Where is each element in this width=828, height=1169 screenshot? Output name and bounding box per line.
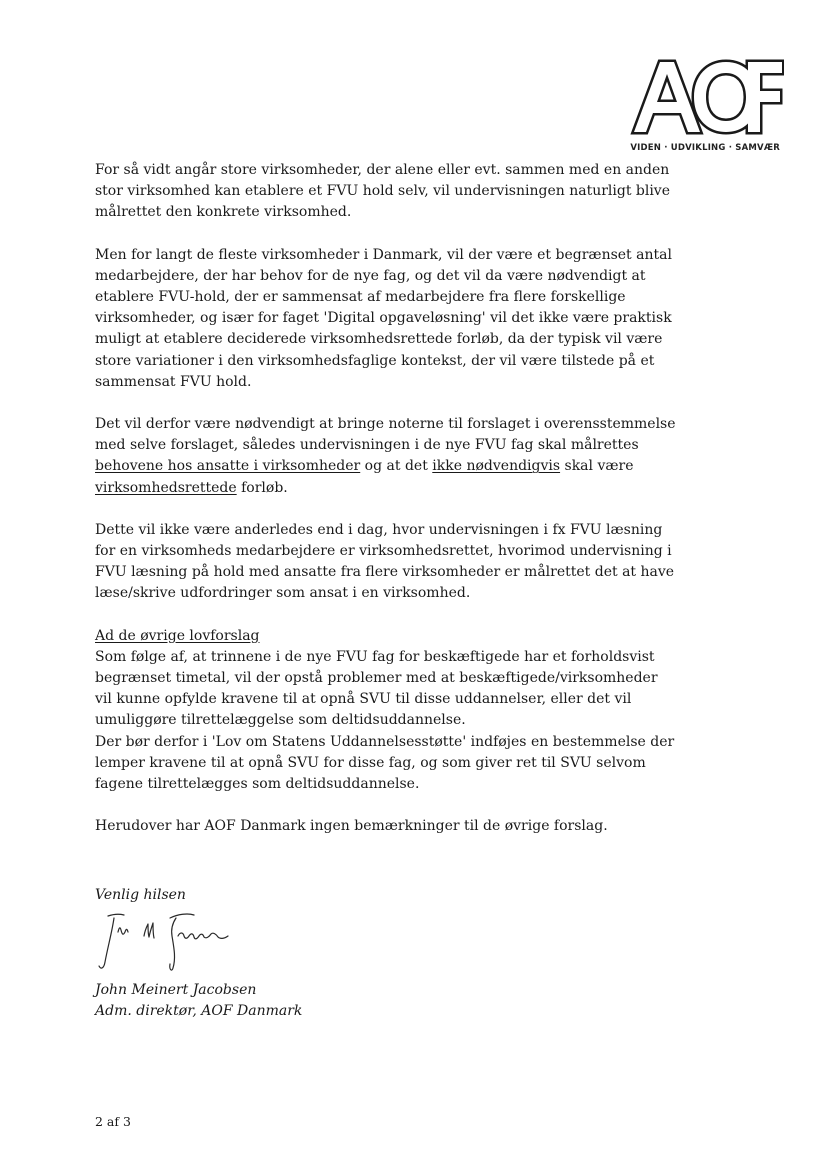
text-line: etablere FVU-hold, der er sammensat af medarbejdere fra flere forskellige [95,289,626,306]
paragraph-notes-alignment [95,414,676,499]
signer-block [95,980,302,1022]
text-line: Som følge af, at trinnene i de nye FVU fag for beskæftigede har et forholdsvist [95,648,655,665]
text-line: Men for langt de fleste virksomheder i Danmark, vil der være et begrænset antal [95,246,672,263]
text-line: Det vil derfor være nødvendigt at bringe noterne til forslaget i overensstemmelse [95,416,676,433]
handwritten-signature [92,906,242,976]
logo-tagline: VIDEN · UDVIKLING · SAMVÆR [630,143,780,153]
aof-logo [630,56,784,156]
text-line: Herudover har AOF Danmark ingen bemærkninger til de øvrige forslag. [95,818,608,835]
underlined-phrase: behovene hos ansatte i virksomheder [95,458,361,475]
text-line: For så vidt angår store virksomheder, der alene eller evt. sammen med en anden [95,162,670,178]
paragraph-other-bills [95,626,675,796]
text-fragment: forløb. [236,479,288,496]
text-line: læse/skrive udfordringer som ansat i en virksomhed. [95,585,471,602]
text-line: stor virksomhed kan etablere et FVU hold selv, vil undervisningen naturligt blive [95,183,671,200]
underlined-phrase: virksomhedsrettede [95,479,237,496]
paragraph-large-companies [95,160,671,224]
text-line: Der bør derfor i 'Lov om Statens Uddannelsesstøtte' indføjes en bestemmelse der [95,733,675,750]
paragraph-current-practice [95,520,675,605]
page-number: 2 af 3 [95,1114,131,1129]
text-line: store variationer i den virksomhedsfaglige kontekst, der vil være tilstede på et [95,352,655,369]
text-line: medarbejdere, der har behov for de nye fag, og det vil da være nødvendigt at [95,267,646,284]
paragraph-most-companies [95,245,672,393]
text-line: sammensat FVU hold. [95,373,252,390]
text-line: for en virksomheds medarbejdere er virksomhedsrettet, hvorimod undervisning i [95,543,672,560]
text-line: virksomheder, og især for faget 'Digital opgaveløsning' vil det ikke være praktisk [95,310,672,327]
text-line: umuliggøre tilrettelæggelse som deltidsuddannelse. [95,712,466,729]
text-line [95,456,655,477]
text-line: Dette vil ikke være anderledes end i dag, hvor undervisningen i fx FVU læsning [95,521,663,538]
closing-greeting: Venlig hilsen [95,887,186,903]
signer-name: John Meinert Jacobsen [95,982,257,998]
signer-title: Adm. direktør, AOF Danmark [95,1003,303,1019]
text-line: med selve forslaget, således undervisningen i de nye FVU fag skal målrettes [95,437,639,454]
paragraph-no-further-comments [95,816,655,837]
text-line: begrænset timetal, vil der opstå problemer med at beskæftigede/virksomheder [95,670,658,687]
letter-body [95,160,676,858]
text-line: lemper kravene til at opnå SVU for disse fag, og som giver ret til SVU selvom [95,754,646,771]
text-fragment: og at det [360,458,433,475]
text-line: FVU læsning på hold med ansatte fra flere virksomheder er målrettet det at have [95,564,675,581]
text-line: vil kunne opfylde kravene til at opnå SVU til disse uddannelser, eller det vil [95,691,632,708]
aof-logo-mark [630,56,784,136]
text-line: fagene tilrettelægges som deltidsuddannelse. [95,776,420,793]
text-line: målrettet den konkrete virksomhed. [95,204,352,221]
underlined-phrase: ikke nødvendigvis [432,458,561,475]
text-line [95,478,655,499]
section-heading: Ad de øvrige lovforslag [95,627,260,644]
text-line: muligt at etablere deciderede virksomhedsrettede forløb, da der typisk vil være [95,331,663,348]
text-fragment: skal være [560,458,634,475]
